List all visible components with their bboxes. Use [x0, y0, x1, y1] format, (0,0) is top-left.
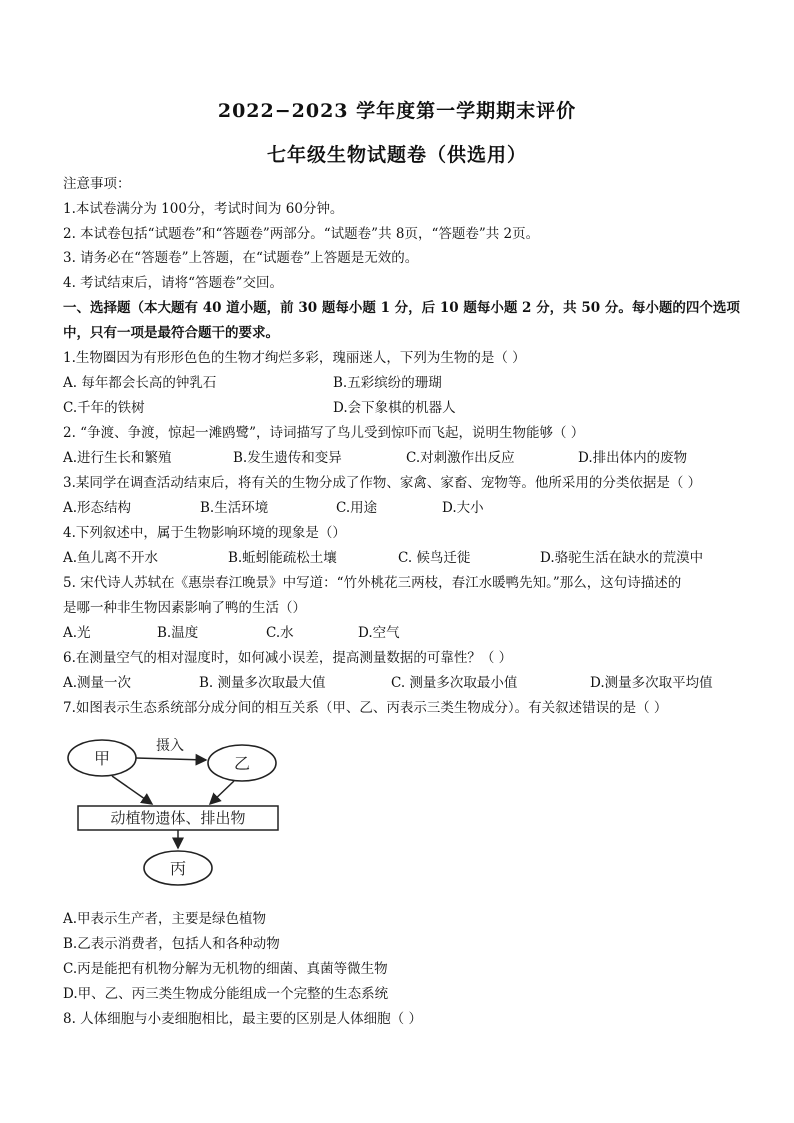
option-b[interactable]: B.蚯蚓能疏松土壤	[228, 550, 337, 566]
option-c[interactable]: C.对刺激作出反应	[406, 450, 515, 466]
question-stem: 5. 宋代诗人苏轼在《惠崇春江晚景》中写道：“竹外桃花三两枝，春江水暖鸭先知。”那么，这句诗描述的	[63, 575, 682, 591]
question-stem: 2. “争渡、争渡，惊起一滩鸥鹭”，诗词描写了鸟儿受到惊吓而飞起，说明生物能够（ ）	[63, 425, 585, 441]
option-b[interactable]: B.五彩缤纷的珊瑚	[333, 375, 442, 391]
intake-label: 摄入	[156, 738, 184, 754]
option-b[interactable]: B.发生遗传和变异	[233, 450, 342, 466]
b-to-box-arrow	[210, 781, 234, 804]
note-item: 1.本试卷满分为 100分，考试时间为 60分钟。	[63, 201, 344, 217]
option-d[interactable]: D.甲、乙、丙三类生物成分能组成一个完整的生态系统	[63, 986, 389, 1002]
option-c[interactable]: C.千年的铁树	[63, 400, 145, 416]
option-c[interactable]: C. 测量多次取最小值	[391, 675, 518, 691]
section-heading: 一、选择题（本大题有 40 道小题，前 30 题每小题 1 分，后 10 题每小题 2 分，共 50 分。每小题的四个选项	[63, 300, 740, 316]
question-stem: 7.如图表示生态系统部分成分间的相互关系（甲、乙、丙表示三类生物成分）。有关叙述错误的是（ ）	[63, 700, 668, 716]
remains-box-label: 动植物遗体、排出物	[110, 809, 246, 827]
option-c[interactable]: C. 候鸟迁徙	[398, 550, 471, 566]
option-d[interactable]: D.排出体内的废物	[578, 450, 688, 466]
page-subtitle: 七年级生物试题卷（供选用）	[266, 144, 527, 166]
node-b-label: 乙	[233, 754, 251, 773]
node-c-label: 丙	[169, 859, 187, 878]
option-a[interactable]: A.光	[63, 625, 91, 641]
option-a[interactable]: A.鱼儿离不开水	[63, 550, 159, 566]
option-a[interactable]: A.测量一次	[63, 675, 132, 691]
question-stem: 3.某同学在调查活动结束后，将有关的生物分成了作物、家禽、家畜、宠物等。他所采用的分类依据是（ ）	[63, 475, 702, 491]
note-item: 3. 请务必在“答题卷”上答题，在“试题卷”上答题是无效的。	[63, 250, 419, 266]
option-c[interactable]: C.丙是能把有机物分解为无机物的细菌、真菌等微生物	[63, 961, 388, 977]
ecosystem-diagram	[60, 728, 290, 888]
option-d[interactable]: D.会下象棋的机器人	[333, 400, 456, 416]
option-a[interactable]: A.进行生长和繁殖	[63, 450, 172, 466]
option-d[interactable]: D.骆驼生活在缺水的荒漠中	[540, 550, 704, 566]
option-d[interactable]: D.测量多次取平均值	[590, 675, 713, 691]
option-a[interactable]: A. 每年都会长高的钟乳石	[63, 375, 217, 391]
question-stem: 4.下列叙述中，属于生物影响环境的现象是（）	[63, 525, 346, 541]
option-b[interactable]: B.生活环境	[200, 500, 269, 516]
option-a[interactable]: A.形态结构	[63, 500, 132, 516]
option-b[interactable]: B.乙表示消费者，包括人和各种动物	[63, 936, 280, 952]
question-stem: 6.在测量空气的相对湿度时，如何减小误差，提高测量数据的可靠性？（ ）	[63, 650, 513, 666]
question-stem-cont: 是哪一种非生物因素影响了鸭的生活（）	[63, 600, 306, 616]
note-item: 4. 考试结束后，请将“答题卷”交回。	[63, 275, 283, 291]
question-stem: 8. 人体细胞与小麦细胞相比，最主要的区别是人体细胞（ ）	[63, 1011, 422, 1027]
option-d[interactable]: D.空气	[358, 625, 400, 641]
note-item: 2. 本试卷包括“试题卷”和“答题卷”两部分。“试题卷”共 8页，“答题卷”共 2页。	[63, 226, 540, 242]
intake-arrow	[136, 758, 206, 760]
node-a-label: 甲	[93, 749, 111, 768]
option-d[interactable]: D.大小	[442, 500, 484, 516]
a-to-box-arrow	[112, 776, 152, 804]
section-heading-cont: 中，只有一项是最符合题干的要求。	[63, 325, 279, 341]
question-stem: 1.生物圈因为有形形色色的生物才绚烂多彩，瑰丽迷人，下列为生物的是（ ）	[63, 350, 526, 366]
option-a[interactable]: A.甲表示生产者，主要是绿色植物	[63, 911, 267, 927]
option-c[interactable]: C.水	[266, 625, 294, 641]
notes-heading: 注意事项：	[63, 176, 131, 192]
page-title: 2022−2023 学年度第一学期期末评价	[217, 100, 577, 122]
option-b[interactable]: B.温度	[157, 625, 199, 641]
option-c[interactable]: C.用途	[336, 500, 378, 516]
option-b[interactable]: B. 测量多次取最大值	[199, 675, 326, 691]
